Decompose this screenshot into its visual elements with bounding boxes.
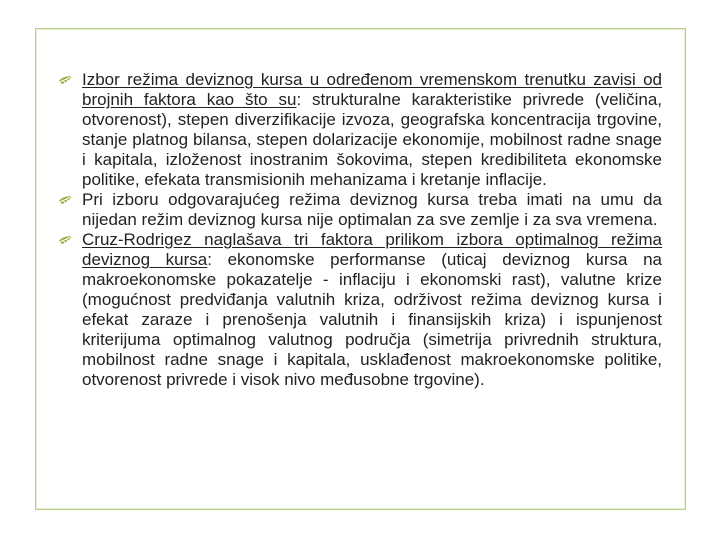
bullet-underlined-text: Cruz-Rodrigez naglašava tri faktora prilikom izbora optimalnog režima deviznog kursa xyxy=(82,230,662,269)
bullet-item xyxy=(58,230,662,390)
bullet-text: : ekonomske performanse (uticaj deviznog kursa na makroekonomske pokazatelje - inflaciju i ekonomski rast), valutne krize (mogućnost predviđanja valutnih kriza, održivost režima deviznog kursa i efekat zaraze i prenošenja valutnih i finansijskih kriza) i ispunjenost kriterijuma optimalnog valutnog područja (simetrija privrednih struktura, mobilnost radne snage i kapitala, usklađenost makroekonomske politike, otvorenost privrede i visok nivo međusobne trgovine). xyxy=(82,250,662,389)
bullet-item xyxy=(58,190,662,230)
bullet-text: : strukturalne karakteristike privrede (veličina, otvorenost), stepen diverzifikacije izvoza, geografska koncentracija trgovine, stanje platnog bilansa, stepen dolarizacije ekonomije, mobilnost radne snage i kapitala, izloženost inostranim šokovima, stepen kredibiliteta ekonomske politike, efekata transmisionih mehanizama i kretanje inflacije. xyxy=(82,90,662,189)
bullet-text: Pri izboru odgovarajućeg režima deviznog kursa treba imati na umu da nijedan režim deviznog kursa nije optimalan za sve zemlje i za sva vremena. xyxy=(82,190,662,229)
leaf-bullet-icon xyxy=(58,74,75,87)
bullet-underlined-text: Izbor režima deviznog kursa u određenom vremenskom trenutku zavisi od brojnih faktora kao što su xyxy=(82,70,662,109)
leaf-bullet-icon xyxy=(58,234,75,247)
bullet-list xyxy=(58,70,662,390)
leaf-bullet-icon xyxy=(58,194,75,207)
bullet-item xyxy=(58,70,662,190)
